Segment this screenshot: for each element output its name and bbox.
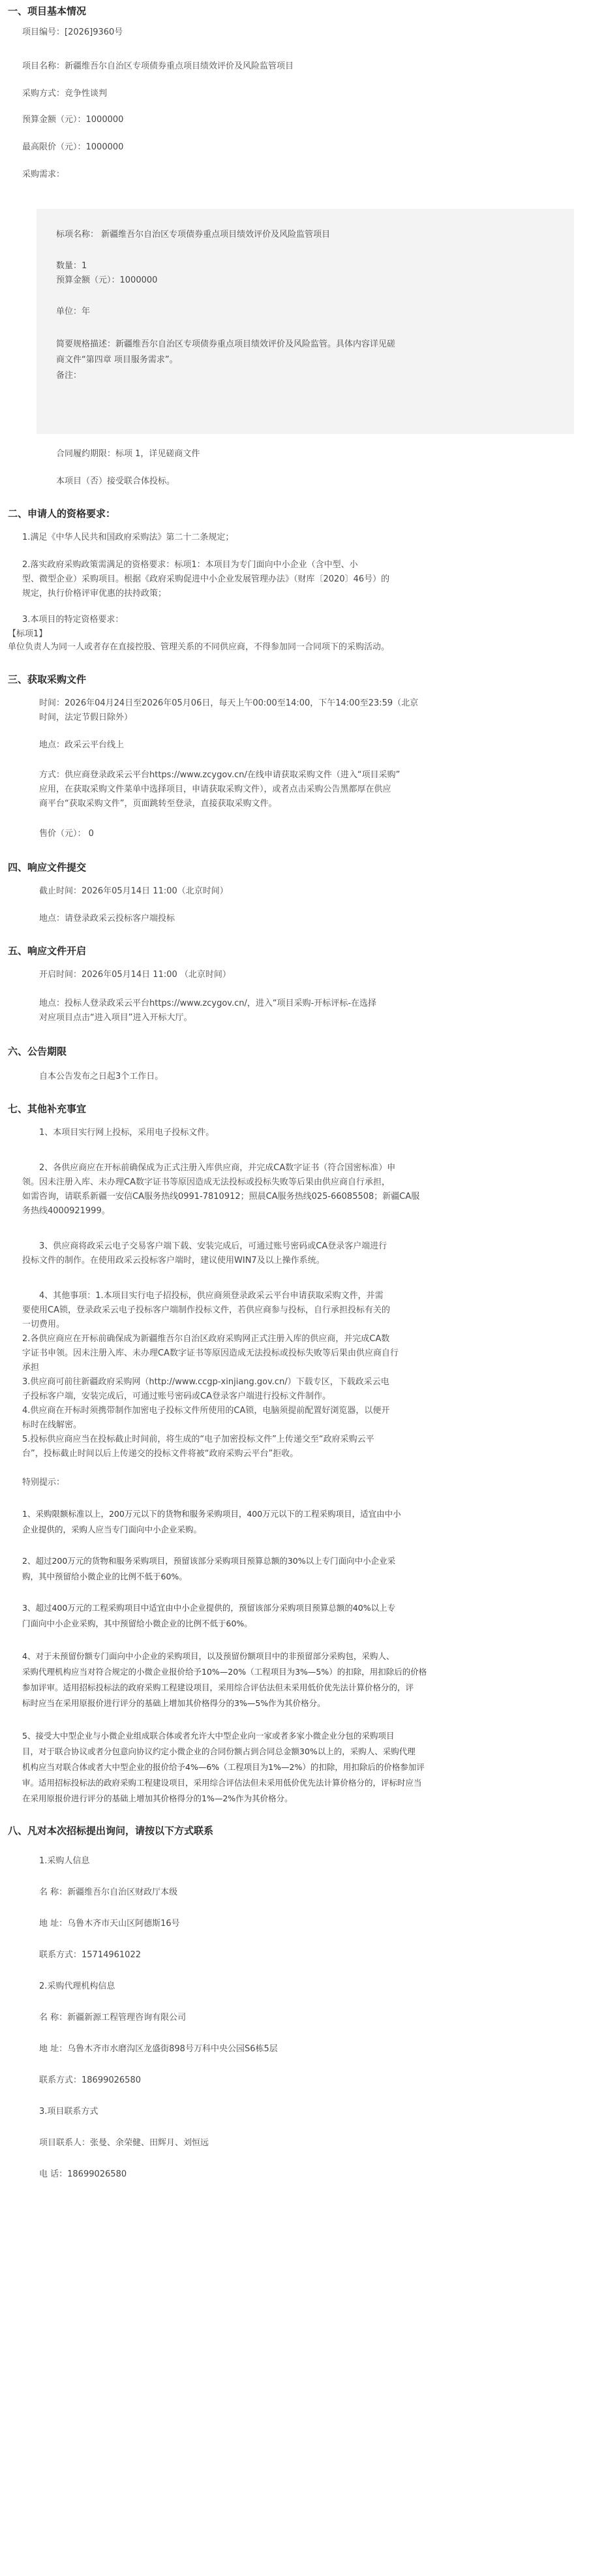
project-contact-phone: 电 话：18699026580 [39, 2169, 127, 2179]
budget-amount: 预算金额（元）：1000000 [22, 115, 124, 125]
buyer-address: 地 址：乌鲁木齐市天山区阿德斯16号 [39, 1919, 180, 1929]
section-2-heading: 二、申请人的资格要求： [8, 508, 116, 520]
section-3-heading: 三、获取采购文件 [8, 674, 87, 685]
supplement-1: 1、本项目实行网上投标，采用电子投标文件。 [39, 1128, 215, 1138]
submit-place: 地点：请登录政采云投标客户端投标 [39, 914, 175, 923]
opening-time: 开启时间：2026年05月14日 11:00 （北京时间） [39, 970, 231, 980]
supplement-2-line-3: 如需咨询，请联系新疆一安信CA服务热线0991-7810912；照晨CA服务热线025-66085508；新疆CA服 [22, 1192, 420, 1202]
lot-unit: 单位：年 [56, 307, 91, 317]
procurement-method: 采购方式：竞争性谈判 [22, 89, 108, 99]
special-4-line-1: 4、对于未预留份额专门面向中小企业的采购项目，以及预留份额项目中的非预留部分采购包，采购人、 [22, 1651, 395, 1661]
lot-spec-line-2: 商文件“第四章 项目服务需求”。 [56, 355, 178, 365]
supplement-4-line-1: 4、其他事项：1.本项目实行电子招投标，供应商须登录政采云平台申请获取采购文件，并需 [39, 1291, 384, 1301]
notice-period: 自本公告发布之日起3个工作日。 [39, 1072, 164, 1081]
special-note-title: 特别提示： [22, 1478, 65, 1487]
lot-budget: 预算金额（元）：1000000 [56, 275, 158, 285]
special-4-line-2: 采购代理机构应当对符合规定的小微企业报价给予10%—20%（工程项目为3%—5%）的扣除，用扣除后的价格 [22, 1667, 427, 1677]
acquire-time-line-2: 时间，法定节假日除外） [39, 713, 133, 722]
consortium-note: 本项目（否）接受联合体投标。 [56, 476, 175, 486]
supplement-4-line-7: 3.供应商可前往新疆政府采购网（http://www.ccgp-xinjiang.gov.cn/）下载专区，下载政采云电 [22, 1377, 389, 1387]
qualification-2-line-1: 2.落实政府采购政策需满足的资格要求：标项1：本项目为专门面向中小企业（含中型、小 [22, 560, 358, 570]
special-1-line-1: 1、采购限额标准以上，200万元以下的货物和服务采购项目，400万元以下的工程采购项目，适宜由中小 [22, 1509, 401, 1519]
qualification-3: 3.本项目的特定资格要求： [22, 615, 124, 625]
procurement-demand: 采购需求： [22, 170, 65, 179]
opening-place-line-1: 地点：投标人登录政采云平台https://www.zcygov.cn/，进入“项目采购-开标评标-在选择 [39, 999, 377, 1008]
section-4-heading: 四、响应文件提交 [8, 861, 87, 873]
qualification-4: 单位负责人为同一人或者存在直接控股、管理关系的不同供应商，不得参加同一合同项下的采购活动。 [8, 642, 390, 652]
acquire-mode-line-1: 方式：供应商登录政采云平台https://www.zcygov.cn/在线申请获取采购文件（进入“项目采购” [39, 770, 400, 780]
supplement-3-line-2: 投标文件的制作。在使用政采云投标客户端时，建议使用WIN7及以上操作系统。 [22, 1256, 325, 1265]
qualification-2-line-3: 规定，执行价格评审优惠的扶持政策； [22, 589, 167, 598]
supplement-4-line-5: 字证书申领。因未注册入库、未办理CA数字证书等原因造成无法投标或投标失败等后果由供应商自行 [22, 1348, 399, 1358]
submit-deadline: 截止时间：2026年05月14日 11:00（北京时间） [39, 886, 228, 896]
lot-remark: 备注： [56, 371, 82, 380]
qualification-2-line-2: 型、微型企业）采购项目。根据《政府采购促进中小企业发展管理办法》（财库〔2020〕46号）的 [22, 574, 390, 584]
supplement-4-line-2: 要使用CA锁，登录政采云电子投标客户端制作投标文件，若供应商参与投标，自行承担投标有关的 [22, 1305, 390, 1315]
section-5-heading: 五、响应文件开启 [8, 945, 87, 957]
contract-period: 合同履约期限：标项 1，详见磋商文件 [56, 449, 200, 459]
special-4-line-4: 标时应当在采用原报价进行评分的基础上增加其价格得分的3%—5%作为其价格分。 [22, 1698, 325, 1708]
opening-place-line-2: 对应项目点击“进入项目”进入开标大厅。 [39, 1013, 192, 1023]
lot-quantity: 数量：1 [56, 261, 87, 271]
max-price: 最高限价（元）：1000000 [22, 142, 124, 152]
supplement-4-line-4: 2.各供应商应在开标前确保成为新疆维吾尔自治区政府采购网正式注册入库的供应商，并完成CA数 [22, 1334, 390, 1344]
qualification-1: 1.满足《中华人民共和国政府采购法》第二十二条规定； [22, 533, 234, 542]
acquire-mode-line-3: 商平台“获取采购文件”，页面跳转至登录，直接获取采购文件。 [39, 799, 277, 809]
special-5-line-4: 审。适用招标投标法的政府采购工程建设项目，采用综合评估法但未采用低价优先法计算价格分的，评标时应当 [22, 1778, 422, 1788]
project-number: 项目编号：[2026]9360号 [22, 27, 123, 37]
section-7-heading: 七、其他补充事宜 [8, 1103, 87, 1115]
lot-spec-line-1: 简要规格描述：新疆维吾尔自治区专项债券重点项目绩效评价及风险监管。具体内容详见磋 [56, 339, 396, 349]
special-5-line-1: 5、接受大中型企业与小微企业组成联合体或者允许大中型企业向一家或者多家小微企业分包的采购项目 [22, 1731, 395, 1741]
document-price: 售价（元）： 0 [39, 829, 94, 839]
agent-info-title: 2.采购代理机构信息 [39, 1981, 115, 1991]
acquire-mode-line-2: 应用，在获取采购文件菜单中选择项目，申请获取采购文件），或者点击采购公告黑都厚在供应 [39, 784, 391, 794]
special-5-line-2: 目，对于联合协议或者分包意向协议约定小微企业的合同份额占到合同总金额30%以上的，采购人、采购代理 [22, 1746, 415, 1756]
supplement-3-line-1: 3、供应商将政采云电子交易客户端下载、安装完成后，可通过账号密码或CA登录客户端进行 [39, 1241, 387, 1251]
agent-name: 名 称：新疆新源工程管理咨询有限公司 [39, 2013, 187, 2023]
special-2-line-1: 2、超过200万元的货物和服务采购项目，预留该部分采购项目预算总额的30%以上专门面向中小企业采 [22, 1556, 396, 1566]
special-4-line-3: 参加评审。适用招标投标法的政府采购工程建设项目，采用综合评估法但未采用低价优先法计算价格分的，评 [22, 1683, 414, 1692]
supplement-2-line-1: 2、各供应商应在开标前确保成为正式注册入库供应商，并完成CA数字证书（符合国密标准）申 [39, 1163, 396, 1173]
special-2-line-2: 购，其中预留给小微企业的比例不低于60%。 [22, 1572, 187, 1581]
project-contact-title: 3.项目联系方式 [39, 2107, 98, 2117]
supplement-4-line-10: 标时在线解密。 [22, 1420, 82, 1430]
special-5-line-3: 机构应当对联合体或者大中型企业的报价给予4%—6%（工程项目为1%—2%）的扣除，用扣除后的价格参加评 [22, 1762, 425, 1772]
acquire-place: 地点：政采云平台线上 [39, 740, 125, 750]
special-1-line-2: 企业提供的，采购人应当专门面向中小企业采购。 [22, 1525, 202, 1534]
buyer-phone: 联系方式：15714961022 [39, 1950, 141, 1960]
section-6-heading: 六、公告期限 [8, 1046, 67, 1057]
buyer-name: 名 称：新疆维吾尔自治区财政厅本级 [39, 1887, 178, 1897]
supplement-2-line-4: 务热线4000921999。 [22, 1206, 110, 1216]
project-name: 项目名称：新疆维吾尔自治区专项债券重点项目绩效评价及风险监管项目 [22, 61, 294, 71]
demand-box [37, 209, 574, 434]
supplement-4-line-12: 台”，投标截止时间以后上传递交的投标文件将被“政府采购云平台”拒收。 [22, 1449, 299, 1459]
special-3-line-2: 门面向中小企业采购，其中预留给小微企业的比例不低于60%。 [22, 1619, 252, 1628]
acquire-time-line-1: 时间：2026年04月24日至2026年05月06日，每天上午00:00至14:00，下午14:00至23:59（北京 [39, 698, 419, 708]
agent-address: 地 址：乌鲁木齐市水磨沟区龙盛街898号万科中央公园S6栋5层 [39, 2044, 278, 2054]
section-8-heading: 八、凡对本次招标提出询问，请按以下方式联系 [8, 1825, 214, 1837]
agent-phone: 联系方式：18699026580 [39, 2075, 141, 2085]
supplement-4-line-8: 子投标客户端，安装完成后，可通过账号密码或CA登录客户端进行投标文件制作。 [22, 1391, 331, 1401]
special-3-line-1: 3、超过400万元的工程采购项目中适宜由中小企业提供的，预留该部分采购项目预算总额的40%以上专 [22, 1603, 396, 1613]
project-contact-people: 项目联系人：张曼、余荣健、田辉月、刘恒远 [39, 2138, 209, 2148]
buyer-info-title: 1.采购人信息 [39, 1856, 90, 1866]
supplement-4-line-11: 5.投标供应商应当在投标截止时间前，将生成的“电子加密投标文件”上传递交至“政府采购云平 [22, 1435, 374, 1444]
supplement-4-line-3: 一切费用。 [22, 1320, 65, 1329]
supplement-2-line-2: 领。因未注册入库、未办理CA数字证书等原因造成无法投标或投标失败等后果由供应商自行承担， [22, 1177, 390, 1187]
supplement-4-line-6: 承担 [22, 1363, 40, 1373]
special-5-line-5: 在采用原报价进行评分的基础上增加其价格得分的1%—2%作为其价格分。 [22, 1793, 293, 1803]
section-1-heading: 一、项目基本情况 [8, 5, 87, 17]
lot-1-tag: 【标项1】 [8, 629, 48, 639]
supplement-4-line-9: 4.供应商在开标时须携带制作加密电子投标文件所使用的CA锁，电脑须提前配置好浏览器，以便开 [22, 1406, 390, 1416]
lot-name: 标项名称： 新疆维吾尔自治区专项债券重点项目绩效评价及风险监管项目 [56, 230, 331, 240]
